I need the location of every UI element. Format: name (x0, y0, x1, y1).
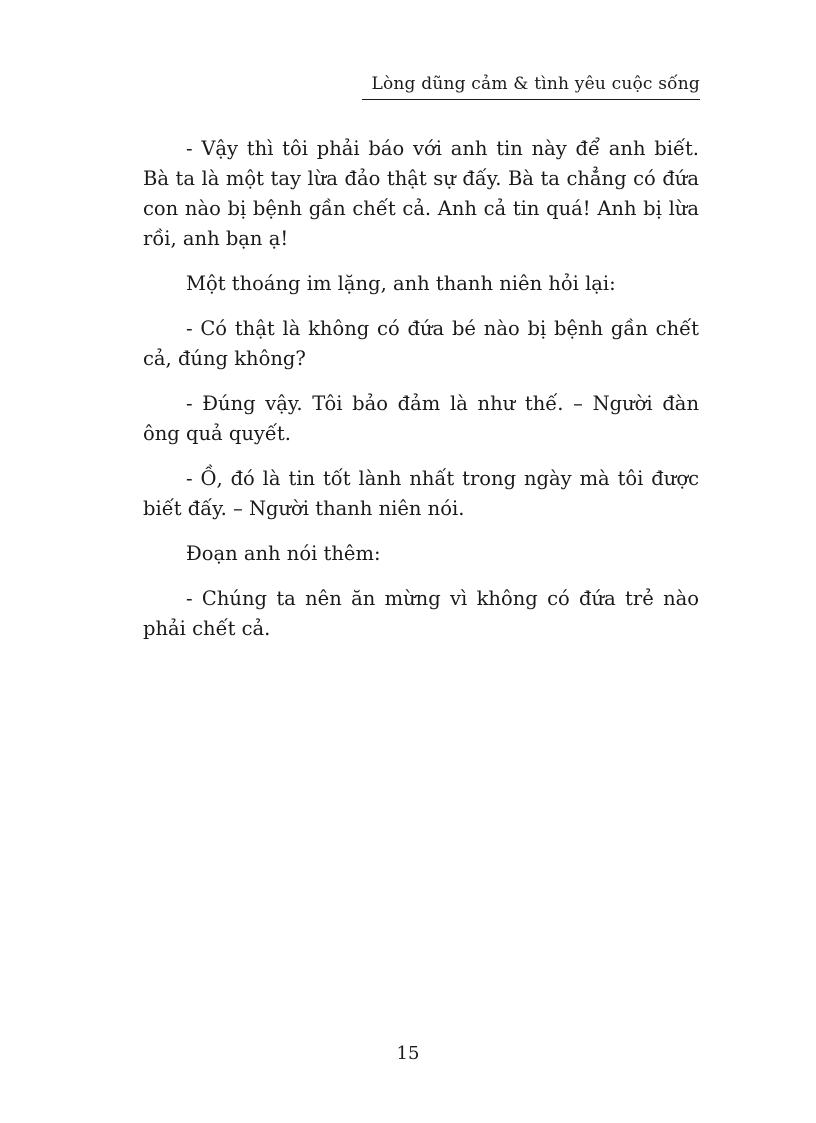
page-number: 15 (396, 1043, 420, 1064)
paragraph: - Vậy thì tôi phải báo với anh tin này để anh biết. Bà ta là một tay lừa đảo thật sự đấy. Bà ta chẳng có đứa con nào bị bệnh gần chết cả. Anh cả tin quá! Anh bị lừa rồi, anh bạn ạ! (143, 137, 699, 250)
paragraph: - Ồ, đó là tin tốt lành nhất trong ngày mà tôi được biết đấy. – Người thanh niên nói. (143, 467, 699, 520)
paragraph: - Chúng ta nên ăn mừng vì không có đứa trẻ nào phải chết cả. (143, 587, 699, 640)
paragraph: - Đúng vậy. Tôi bảo đảm là như thế. – Người đàn ông quả quyết. (143, 392, 699, 445)
running-header: Lòng dũng cảm & tình yêu cuộc sống (362, 73, 700, 100)
body-text (143, 134, 699, 659)
paragraph: Một thoáng im lặng, anh thanh niên hỏi lại: (186, 272, 616, 295)
paragraph: Đoạn anh nói thêm: (186, 542, 381, 565)
paragraph: - Có thật là không có đứa bé nào bị bệnh gần chết cả, đúng không? (143, 317, 699, 370)
